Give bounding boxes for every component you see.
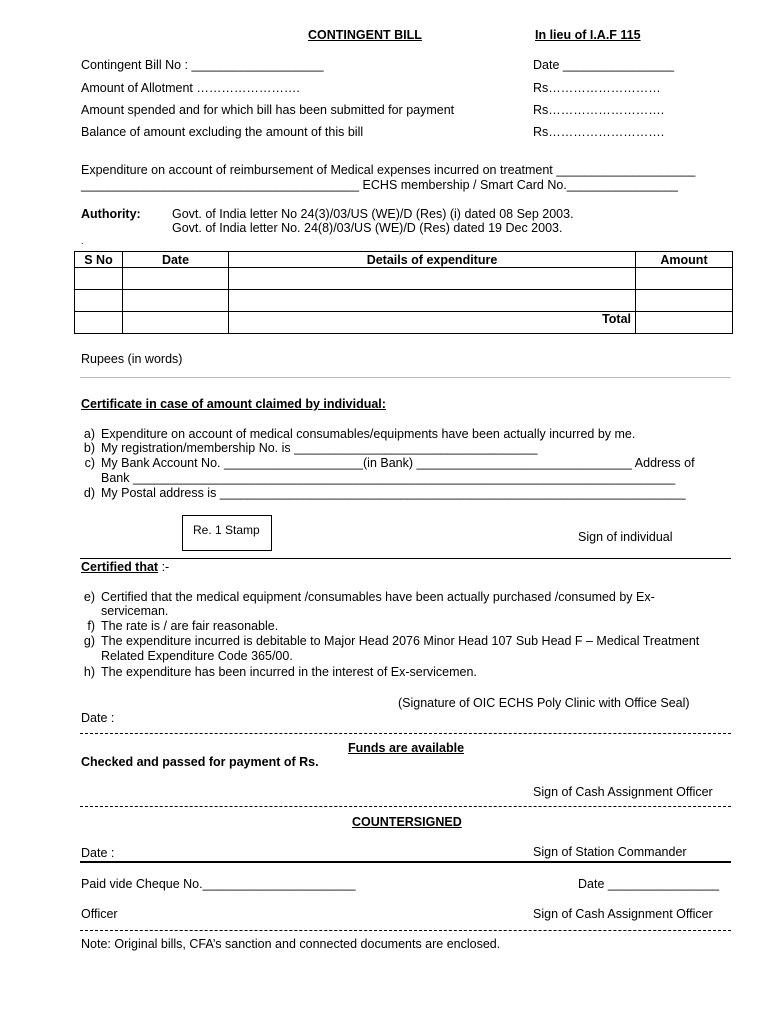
expenditure-line-1[interactable]: Expenditure on account of reimbursement of Medical expenses incurred on treatment ____________________ (81, 163, 696, 177)
allotment-amount-field[interactable]: Rs……………………… (533, 81, 661, 95)
spended-label: Amount spended and for which bill has been submitted for payment (81, 103, 455, 117)
officer-label: Officer (81, 907, 118, 921)
expenditure-table (74, 251, 733, 334)
list-item-label: g) (83, 634, 95, 648)
list-item-label: c) (84, 456, 95, 470)
total-label: Total (229, 312, 636, 334)
section-divider (80, 558, 731, 559)
col-header-amount: Amount (636, 252, 733, 268)
list-item-text: serviceman. (101, 604, 169, 618)
list-item-text: The expenditure incurred is debitable to Major Head 2076 Minor Head 107 Sub Head F – Medical Treatment (101, 634, 700, 648)
table-cell[interactable] (123, 290, 229, 312)
list-item[interactable] (61, 471, 675, 485)
table-header-row (75, 252, 733, 268)
list-item-text: My Postal address is ___________________________________________________________________ (101, 486, 686, 500)
list-item-text: Certified that the medical equipment /consumables have been actually purchased /consumed by Ex- (101, 590, 655, 604)
table-cell[interactable] (229, 290, 636, 312)
cash-officer-sign-label: Sign of Cash Assignment Officer (533, 785, 713, 799)
funds-heading: Funds are available (348, 741, 465, 755)
section-divider (80, 861, 731, 863)
countersigned-heading: COUNTERSIGNED (352, 815, 462, 829)
balance-label: Balance of amount excluding the amount of this bill (81, 125, 364, 139)
authority-line-2: Govt. of India letter No. 24(8)/03/US (WE)/D (Res) dated 19 Dec 2003. (172, 221, 563, 235)
list-item[interactable] (61, 441, 537, 455)
table-row (75, 268, 733, 290)
dashed-divider (80, 806, 731, 807)
list-item-text: Related Expenditure Code 365/00. (101, 649, 293, 663)
certified-date-field[interactable]: Date : (81, 711, 115, 725)
checked-passed-label: Checked and passed for payment of Rs. (81, 755, 319, 769)
table-cell[interactable] (75, 312, 123, 334)
note-text: Note: Original bills, CFA’s sanction and connected documents are enclosed. (81, 937, 501, 951)
table-cell[interactable] (229, 268, 636, 290)
list-item-label: f) (87, 619, 95, 633)
table-cell[interactable] (123, 312, 229, 334)
countersigned-date-field[interactable]: Date : (81, 846, 115, 860)
list-item-label: e) (83, 590, 95, 604)
list-item-label: h) (83, 665, 95, 679)
table-cell[interactable] (636, 290, 733, 312)
list-item (61, 649, 293, 663)
certified-heading (81, 560, 169, 574)
cash-officer-sign-label-2: Sign of Cash Assignment Officer (533, 907, 713, 921)
table-cell[interactable] (75, 290, 123, 312)
col-header-date: Date (123, 252, 229, 268)
form-title: CONTINGENT BILL (308, 28, 422, 42)
list-item (61, 427, 635, 441)
list-item-label: a) (83, 427, 95, 441)
table-cell[interactable] (636, 268, 733, 290)
certified-heading-text: Certified that (81, 560, 159, 574)
table-cell[interactable] (123, 268, 229, 290)
list-item[interactable] (61, 456, 695, 470)
authority-label: Authority: (81, 207, 141, 221)
expenditure-line-2[interactable]: ________________________________________ ECHS membership / Smart Card No.________________ (81, 178, 679, 192)
table-cell[interactable] (75, 268, 123, 290)
certificate-heading: Certificate in case of amount claimed by individual: (81, 397, 386, 411)
form-reference: In lieu of I.A.F 115 (535, 28, 641, 42)
list-item-text: Bank ______________________________________________________________________________ (101, 471, 676, 485)
authority-line-1: Govt. of India letter No 24(3)/03/US (WE)/D (Res) (i) dated 08 Sep 2003. (172, 207, 574, 221)
dashed-divider (80, 733, 731, 734)
total-amount-cell[interactable] (636, 312, 733, 334)
allotment-label: Amount of Allotment ……………………. (81, 81, 300, 95)
table-total-row (75, 312, 733, 334)
balance-amount-field[interactable]: Rs………………………. (533, 125, 665, 139)
list-item[interactable] (61, 486, 686, 500)
stray-dot: . (81, 236, 84, 246)
list-item (61, 619, 278, 633)
cheque-date-field[interactable]: Date ________________ (578, 877, 720, 891)
list-item-label: b) (83, 441, 95, 455)
cheque-number-field[interactable]: Paid vide Cheque No.______________________ (81, 877, 356, 891)
individual-sign-label: Sign of individual (578, 530, 673, 544)
table-row (75, 290, 733, 312)
rupees-in-words-label: Rupees (in words) (81, 352, 183, 366)
list-item (61, 665, 477, 679)
col-header-sno: S No (75, 252, 123, 268)
list-item-text: My registration/membership No. is ___________________________________ (101, 441, 538, 455)
bill-date-field[interactable]: Date ________________ (533, 58, 675, 72)
oic-signature-label: (Signature of OIC ECHS Poly Clinic with Office Seal) (398, 696, 690, 710)
certified-heading-suffix: :- (158, 560, 170, 574)
list-item-text: My Bank Account No. ____________________(in Bank) _______________________________ Address of (101, 456, 695, 470)
list-item-text: The expenditure has been incurred in the interest of Ex-servicemen. (101, 665, 477, 679)
dashed-divider (80, 930, 731, 931)
bill-number-field[interactable]: Contingent Bill No : ___________________ (81, 58, 324, 72)
station-commander-sign-label: Sign of Station Commander (533, 845, 687, 859)
list-item-text: Expenditure on account of medical consumables/equipments have been actually incurred by me. (101, 427, 636, 441)
list-item-text: The rate is / are fair reasonable. (101, 619, 279, 633)
list-item (61, 634, 699, 648)
list-item (61, 590, 655, 604)
revenue-stamp-box: Re. 1 Stamp (182, 515, 272, 551)
spended-amount-field[interactable]: Rs………………………. (533, 103, 665, 117)
rupees-in-words-line[interactable] (80, 377, 731, 378)
col-header-details: Details of expenditure (229, 252, 636, 268)
list-item (61, 604, 168, 618)
list-item-label: d) (83, 486, 95, 500)
